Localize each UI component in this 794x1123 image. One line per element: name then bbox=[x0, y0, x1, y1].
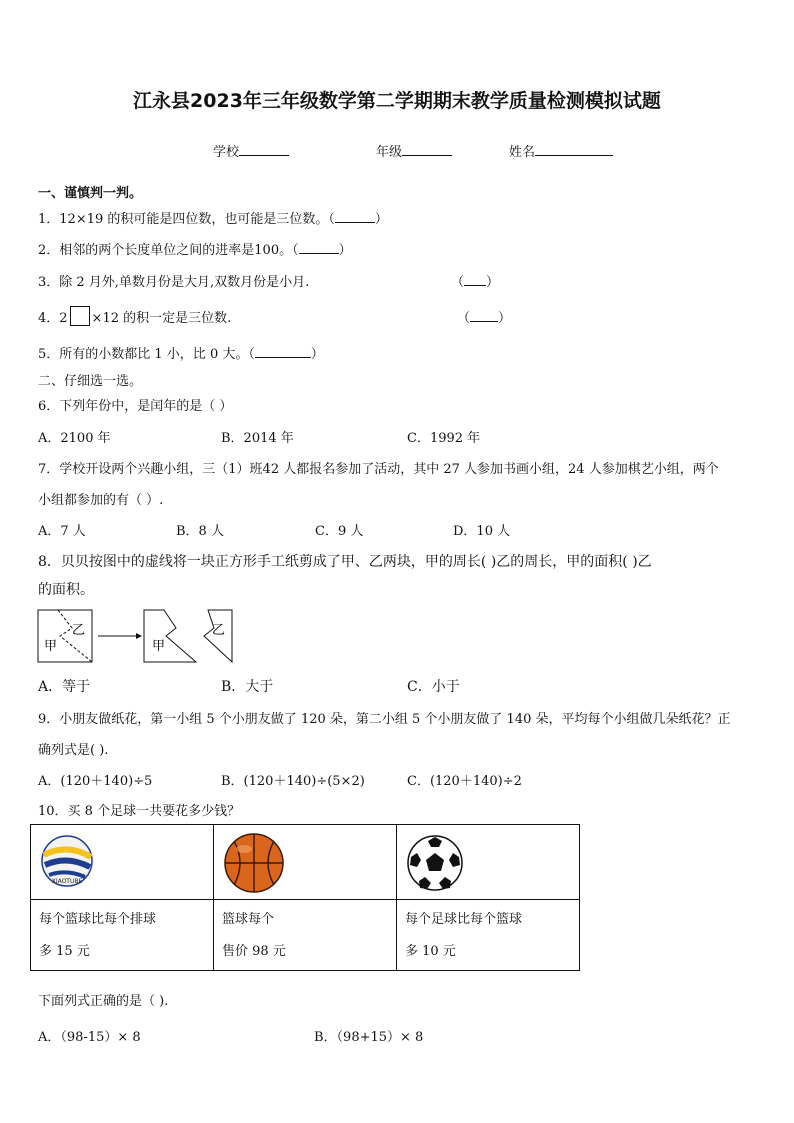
q8-figure bbox=[36, 606, 236, 666]
basketball-icon bbox=[222, 831, 286, 895]
question-8-line2: 的面积。 bbox=[38, 582, 94, 598]
section-two-heading: 二、仔细选一选。 bbox=[38, 374, 143, 389]
question-1: 1．12×19 的积可能是四位数，也可能是三位数。（ ） bbox=[38, 212, 388, 227]
q7-option-c[interactable]: C．9 人 bbox=[315, 524, 364, 539]
figure-label-yi-cut: 乙 bbox=[212, 623, 226, 638]
question-9-line2: 确列式是( ). bbox=[38, 743, 109, 758]
section-one-heading: 一、谨慎判一判。 bbox=[38, 186, 143, 201]
svg-text:XIAOTUBE: XIAOTUBE bbox=[51, 878, 83, 885]
soccer-cell bbox=[397, 825, 580, 900]
q7-option-b[interactable]: B．8 人 bbox=[176, 524, 224, 539]
soccer-ball-icon bbox=[405, 833, 465, 893]
basketball-cell bbox=[214, 825, 397, 900]
digit-box[interactable] bbox=[70, 306, 90, 326]
question-6-stem: 6．下列年份中，是闰年的是（ ） bbox=[38, 399, 233, 414]
question-10-stem: 10．买 8 个足球一共要花多少钱？ bbox=[38, 804, 241, 819]
q8-option-a[interactable]: A．等于 bbox=[38, 679, 91, 695]
q6-option-b[interactable]: B．2014 年 bbox=[221, 431, 294, 446]
figure-label-jia: 甲 bbox=[44, 639, 58, 654]
question-5: 5．所有的小数都比 1 小，比 0 大。（ ） bbox=[38, 347, 324, 362]
q8-option-c[interactable]: C．小于 bbox=[407, 679, 460, 695]
q9-option-b[interactable]: B．(120＋140)÷(5×2) bbox=[221, 774, 365, 789]
q8-option-b[interactable]: B．大于 bbox=[221, 679, 274, 695]
question-2: 2．相邻的两个长度单位之间的进率是100。（ ） bbox=[38, 243, 352, 258]
figure-label-yi: 乙 bbox=[72, 623, 86, 638]
question-3: 3．除 2 月外,单数月份是大月,双数月份是小月. bbox=[38, 275, 310, 290]
grade-field[interactable] bbox=[376, 141, 452, 160]
q6-option-c[interactable]: C．1992 年 bbox=[407, 431, 481, 446]
page-title: 江永县2023年三年级数学第二学期期末教学质量检测模拟试题 bbox=[133, 90, 661, 112]
question-7-line2: 小组都参加的有（ ）. bbox=[38, 493, 164, 508]
soccer-info: 每个足球比每个篮球 多 10 元 bbox=[397, 900, 580, 971]
volleyball-cell bbox=[31, 825, 214, 900]
q7-option-d[interactable]: D．10 人 bbox=[453, 524, 511, 539]
school-label: 学校 bbox=[213, 145, 240, 160]
q7-option-a[interactable]: A．7 人 bbox=[38, 524, 86, 539]
volleyball-icon bbox=[39, 833, 95, 893]
q9-option-a[interactable]: A．(120＋140)÷5 bbox=[38, 774, 153, 789]
grade-label: 年级 bbox=[376, 145, 403, 160]
question-9-line1: 9．小朋友做纸花，第一小组 5 个小朋友做了 120 朵，第二小组 5 个小朋友做了 140 朵，平均每个小组做几朵纸花？正 bbox=[38, 712, 731, 727]
question-3-answer[interactable]: （ ） bbox=[451, 275, 500, 290]
name-label: 姓名 bbox=[509, 145, 536, 160]
volleyball-info: 每个篮球比每个排球 多 15 元 bbox=[31, 900, 214, 971]
question-4: 4．2 ×12 的积一定是三位数. bbox=[38, 306, 231, 326]
q10-option-a[interactable]: A．（98-15）× 8 bbox=[38, 1030, 141, 1045]
figure-label-jia-cut: 甲 bbox=[152, 639, 166, 654]
q9-option-c[interactable]: C．(120＋140)÷2 bbox=[407, 774, 522, 789]
q10-option-b[interactable]: B．（98+15）× 8 bbox=[314, 1030, 424, 1045]
name-field[interactable] bbox=[509, 141, 613, 160]
question-8-line1: 8．贝贝按图中的虚线将一块正方形手工纸剪成了甲、乙两块，甲的周长( )乙的周长，甲的面积( )乙 bbox=[38, 554, 652, 570]
q6-option-a[interactable]: A．2100 年 bbox=[38, 431, 111, 446]
basketball-info: 篮球每个 售价 98 元 bbox=[214, 900, 397, 971]
question-4-answer[interactable]: （ ） bbox=[457, 311, 512, 326]
school-field[interactable] bbox=[213, 141, 289, 160]
ball-price-table bbox=[30, 824, 580, 971]
question-7-line1: 7．学校开设两个兴趣小组，三（1）班42 人都报名参加了活动，其中 27 人参加书画小组，24 人参加棋艺小组，两个 bbox=[38, 462, 719, 477]
question-10-prompt: 下面列式正确的是（ ). bbox=[38, 994, 169, 1009]
